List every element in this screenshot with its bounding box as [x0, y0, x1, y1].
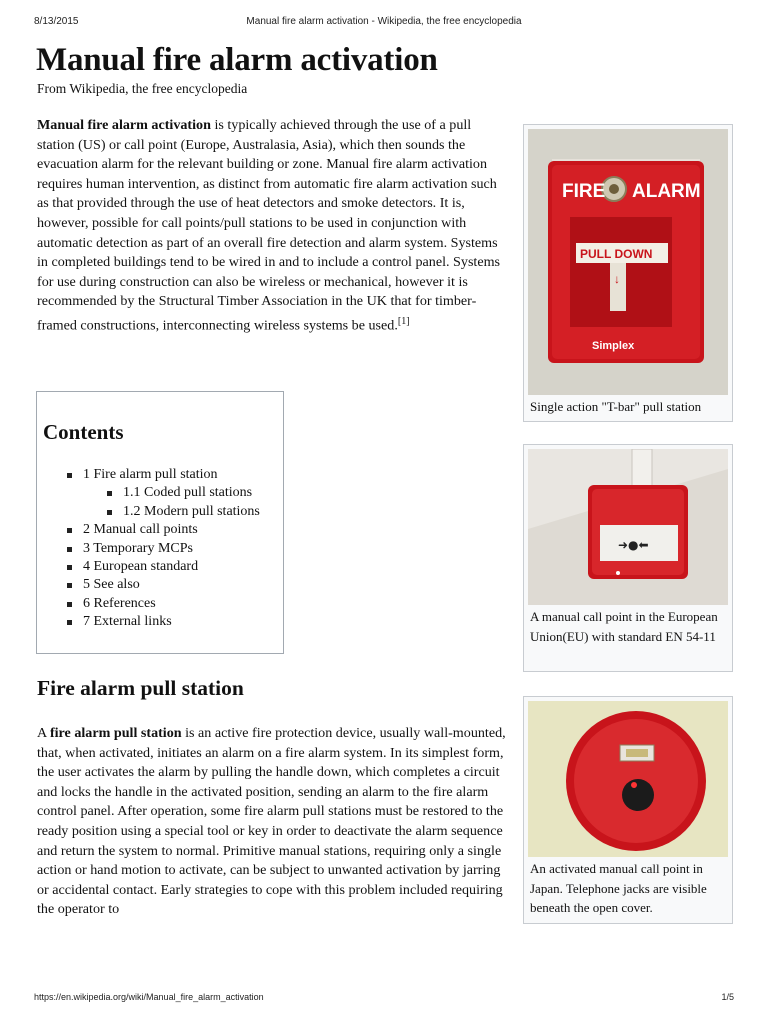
toc-item[interactable]: 2 Manual call points [67, 521, 283, 539]
toc-item[interactable]: 5 See also [67, 576, 283, 594]
toc-item[interactable]: 3 Temporary MCPs [67, 540, 283, 558]
pull-down-label: PULL DOWN [580, 247, 653, 261]
figure-caption: An activated manual call point in Japan. Telephone jacks are visible beneath the open cover. [530, 861, 707, 916]
reference-link[interactable]: [1] [397, 315, 410, 327]
figure-japan-call-point [523, 696, 733, 924]
svg-text:↓: ↓ [614, 272, 620, 286]
figure-caption: Single action "T-bar" pull station [530, 399, 702, 414]
toc-subitem[interactable]: 1.1 Coded pull stations [67, 484, 283, 502]
lead-paragraph [37, 116, 503, 336]
page-number: 1/5 [721, 992, 734, 1002]
section-paragraph [37, 724, 507, 944]
toc-subitem[interactable]: 1.2 Modern pull stations [67, 503, 283, 521]
lead-bold-term: Manual fire alarm activation [37, 117, 211, 133]
page-url: https://en.wikipedia.org/wiki/Manual_fire_alarm_activation [34, 992, 264, 1002]
bold-term: fire alarm pull station [49, 725, 182, 741]
eu-call-point-image[interactable] [528, 449, 728, 605]
pull-station-image[interactable] [528, 129, 728, 395]
table-of-contents [36, 391, 284, 654]
toc-heading: Contents [43, 420, 124, 444]
print-date: 8/13/2015 [34, 16, 79, 27]
print-header [34, 16, 734, 30]
toc-item[interactable]: 4 European standard [67, 558, 283, 576]
print-footer [34, 992, 734, 1006]
figure-pull-station [523, 124, 733, 422]
brand-label: Simplex [592, 340, 635, 352]
toc-item[interactable]: 7 External links [67, 613, 283, 631]
paragraph-text: A [37, 725, 50, 741]
toc-item[interactable]: 6 References [67, 595, 283, 613]
print-title: Manual fire alarm activation - Wikipedia, the free encyclopedia [246, 16, 522, 27]
alarm-label: ALARM [632, 181, 701, 202]
toc-list [67, 466, 283, 632]
lead-text: is typically achieved through the use of a pull station (US) or call point (Europe, Australasia, Asia), which then sounds the evacuation alarm for the relevant building or zone. Manual fire alarm activation requires human intervention, as distinct from automatic fire alarm activation such as that provided through the use of heat detectors and smoke detectors. It is, however, possible for call points/pull stations to be used in conjunction with automatic detection as part of an overall fire detection and alarm system. Systems in completed buildings tend to be wired in and to include a control panel. Systems for use during construction can also be wireless or mechanical, however it is recommended by the Structural Timber Association in the UK that for timber-framed constructions, interconnecting wireless systems be used. [37, 117, 501, 334]
figure-eu-call-point [523, 444, 733, 672]
page-title: Manual fire alarm activation [36, 42, 438, 78]
figure-caption: A manual call point in the European Union(EU) with standard EN 54-11 [530, 609, 718, 644]
svg-text:➜●⬅: ➜●⬅ [618, 538, 649, 552]
toc-item[interactable]: 1 Fire alarm pull station [67, 466, 283, 484]
paragraph-text: is an active fire protection device, usually wall-mounted, that, when activated, initiates an alarm on a fire alarm system. In its simplest form, the user activates the alarm by pulling the handle down, which completes a circuit and locks the handle in the activated position, sending an alarm to the fire alarm control panel. After operation, some fire alarm pull stations must be restored to the ready position using a special tool or key in order to deactivate the alarm sequence and return the system to normal. Primitive manual stations, requiring only a single action or hand motion to activate, can be subject to unwanted activation by jarring or accidental contact. Early strategies to cope with this problem included requiring the operator to [37, 725, 506, 918]
fire-label: FIRE [562, 181, 606, 202]
page-subtitle: From Wikipedia, the free encyclopedia [37, 81, 248, 96]
japan-call-point-image[interactable] [528, 701, 728, 857]
section-heading: Fire alarm pull station [37, 676, 244, 700]
